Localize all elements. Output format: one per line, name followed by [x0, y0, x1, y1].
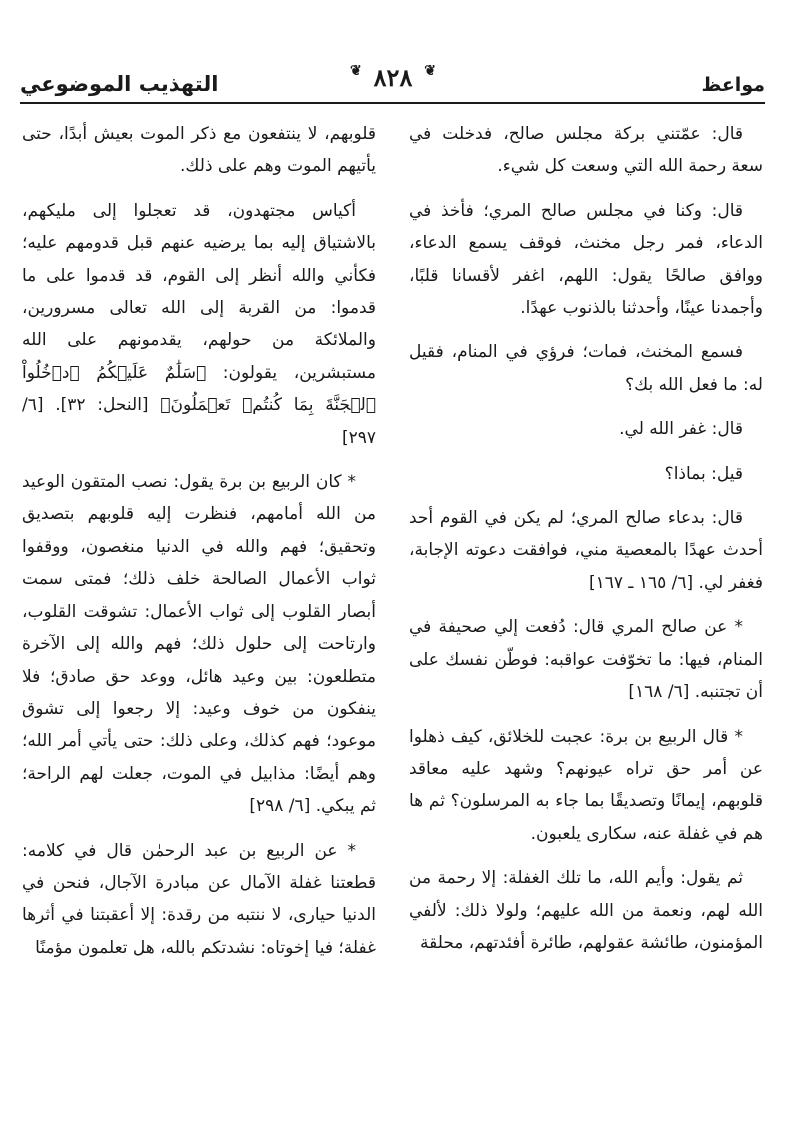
header-rule [20, 102, 765, 104]
left-column [22, 118, 376, 976]
paragraph: قال: عمّتني بركة مجلس صالح، فدخلت في سعة رحمة الله التي وسعت كل شيء. [409, 124, 763, 177]
paragraph: قلوبهم، لا ينتفعون مع ذكر الموت بعيش أبدًا، حتى يأتيهم الموت وهم على ذلك. [22, 124, 376, 177]
paragraph: ثم يقول: وأيم الله، ما تلك الغفلة: إلا رحمة من الله لهم، ونعمة من الله عليهم؛ ولولا ذلك: لألفي المؤمنون، طائشة عقولهم، طائرة أفئدتهم، محلقة [409, 868, 763, 953]
ornament-icon: ❦ [424, 63, 436, 79]
ornament-icon: ❦ [350, 63, 362, 79]
page-header [20, 58, 765, 104]
paragraph: قال: غفر الله لي. [619, 419, 743, 440]
page-number: ٨٢٨ [373, 63, 413, 92]
paragraph: فسمع المخنث، فمات؛ فرؤي في المنام، فقيل له: ما فعل الله بك؟ [409, 342, 763, 395]
paragraph: قال: بدعاء صالح المري؛ لم يكن في القوم أحد أحدث عهدًا بالمعصية مني، فوافقت دعوته الإجابة، فغفر لي. [٦/ ١٦٥ ـ ١٦٧] [409, 508, 763, 593]
section-title: مواعظ [701, 74, 765, 96]
paragraph: أكياس مجتهدون، قد تعجلوا إلى مليكهم، بالاشتياق إليه بما يرضيه عنهم قبل قدومهم عليه؛ فكأني والله أنظر إلى القوم، قد قدموا على ما قدموا: من القربة إلى الله تعالى مسرورين، والملائكة من حولهم، يقدمونهم على الله مستبشرين، يقولون: ﴿سَلَٰمٌ عَلَيۡكُمُ ٱدۡخُلُواْ ٱلۡجَنَّةَ بِمَا كُنتُمۡ تَعۡمَلُونَ﴾ [النحل: ٣٢]. [٦/ ٢٩٧] [22, 200, 376, 448]
paragraph: * عن صالح المري قال: دُفعت إلي صحيفة في المنام، فيها: ما تخوّفت عواقبه: فوطّن نفسك على أن تجتنبه. [٦/ ١٦٨] [409, 617, 763, 703]
right-column [409, 118, 763, 971]
paragraph: * كان الربيع بن برة يقول: نصب المتقون الوعيد من الله أمامهم، فنظرت إليه قلوبهم بتصديق وتحقيق؛ فهم والله في الدنيا منغصون، ووقفوا ثواب الأعمال الصالحة خلف ذلك؛ فمتى سمت أبصار القلوب إلى ثواب الأعمال: تشوقت القلوب، وارتاحت إلى حلول ذلك؛ فهم والله إلى الآخرة متطلعون: بين وعيد هائل، ووعد حق صادق؛ فلا ينفكون من خوف وعيد: إلا رجعوا إلى تشوق موعود؛ فهم كذلك، وعلى ذلك: حتى يأتي أمر الله؛ وهم أيضًا: مذابيل في الموت، جعلت لهم الراحة؛ ثم يبكي. [٦/ ٢٩٨] [22, 472, 376, 817]
paragraph: قيل: بماذا؟ [664, 463, 743, 484]
paragraph: * عن الربيع بن عبد الرحمٰن قال في كلامه: قطعتنا غفلة الآمال عن مبادرة الآجال، فنحن في الدنيا حيارى، لا ننتبه من رقدة: إلا أعقبتنا في أثرها غفلة؛ فيا إخوتاه: نشدتكم بالله، هل تعلمون مؤمنًا [22, 840, 376, 958]
paragraph: * قال الربيع بن برة: عجبت للخلائق، كيف ذهلوا عن أمر حق تراه عيونهم؟ وشهد عليه معاقد قلوبهم، إيمانًا وتصديقًا بما جاء به المرسلون؟ ثم ها هم في غفلة عنه، سكارى يلعبون. [409, 726, 763, 844]
book-title: التهذيب الموضوعي [20, 72, 219, 96]
paragraph: قال: وكنا في مجلس صالح المري؛ فأخذ في الدعاء، فمر رجل مخنث، فوقف يسمع الدعاء، ووافق صالحًا يقول: اللهم، اغفر لأقسانا قلبًا، وأجمدنا عينًا، وأحدثنا بالذنوب عهدًا. [409, 200, 763, 319]
page-number-box [348, 58, 438, 98]
